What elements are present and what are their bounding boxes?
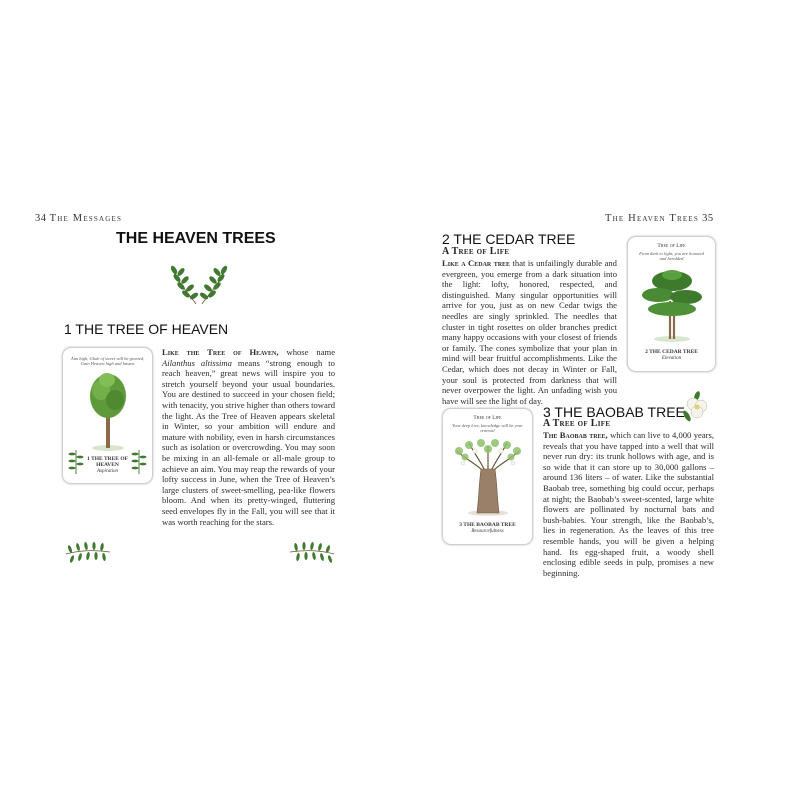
card-top-label: Tree of Life [657, 243, 686, 249]
page-number-right: 35 [702, 213, 714, 224]
laurel-ornament-icon [168, 262, 230, 306]
running-head-right [605, 213, 714, 224]
baobab-tree-illustration-icon [451, 439, 525, 517]
branch-ornament-right-icon [288, 540, 336, 564]
section-subheading-baobab: A Tree of Life [543, 418, 611, 429]
card-caption-title: 1 THE TREE OF HEAVEN [87, 456, 128, 468]
card-caption-sub: Aspiration [96, 469, 119, 474]
card-caption-sub: Resourcefulness [471, 529, 504, 534]
card-arc-text: Your deep love, knowledge will be your renewal [452, 423, 523, 433]
card-arc-text: From dark to light, you are honored and heralded [639, 251, 704, 261]
section-body-baobab-tree [543, 430, 714, 578]
lead-in: Like a Cedar tree [442, 258, 511, 268]
tree-of-heaven-illustration-icon [77, 370, 139, 452]
card-caption-title: 2 THE CEDAR TREE [645, 349, 698, 355]
card-caption [628, 349, 715, 361]
lead-in: Like the Tree of Heaven, [162, 347, 279, 357]
body-text: which can live to 4,000 years, reveals that you have tapped into a well that will never run dry: its trunk hollows with age, and is so wide that it can store up to 30,000 gallons – around 136 liters – of water. Like the substantial Baobab tree, something big could occur, perhaps at night; the Baobab’s sweet-scented, large white flowers are pollinated by nocturnal bats and bush-babies. Your strength, like the Baobab’s, lies in regeneration. As the leaves of this tree resemble hands, you will be given a helping hand. Its egg-shaped fruit, a woody shell enclosing edible seeds in pulp, promises a new beginning. [543, 430, 714, 578]
section-body-cedar-tree [442, 258, 617, 406]
section-subheading-cedar: A Tree of Life [442, 246, 510, 257]
section-heading-tree-of-heaven: 1 THE TREE OF HEAVEN [64, 321, 229, 337]
body-text-1: whose name [286, 347, 336, 357]
branch-ornament-left-icon [64, 540, 112, 564]
card-arc-text: Aim high, Glide of sweet will be greeted, Gain Heaven high and hasten [70, 356, 145, 366]
card-caption [443, 522, 532, 534]
lead-in: The Baobab tree, [543, 430, 608, 440]
section-heading-cedar-tree: 2 THE CEDAR TREE [442, 231, 576, 247]
body-text: that is unfailingly durable and evergreen, you emerge from a dark situation into the light: lofty, honored, respected, and distinguished. Many singular opportunities will arrive for you, just as on new Cedar twigs the needles are singly sprinkled. The needles that cluster in tight rosettes on older branches predict many happy occasions with your closest of friends or family. The cones symbolize that your plan in mind will bear fruitful accomplishments. Like the Cedar, which does not decay in Winter or Fall, your soul is protected from darkness that will never overpower the light. An unfading wish you have will see the light of day. [442, 258, 617, 406]
card-caption-sub: Elevation [661, 356, 682, 361]
card-tree-of-heaven [62, 347, 153, 484]
latin-name: Ailanthus altissima [162, 357, 232, 368]
running-head-left-text: The Messages [49, 213, 123, 224]
page-number-left: 34 [35, 213, 47, 224]
cedar-tree-illustration-icon [636, 267, 708, 343]
card-caption [63, 456, 152, 474]
body-text-2: means “strong enough to reach heaven,” great news will inspire you to stretch yourself beyond your usual boundaries. You are destined to succeed in your chosen field; with tenacity, you strive higher than others toward the light. As the Tree of Heaven appears skeletal in Winter, so your ambition will endure and mature with nobility, even in harsh circumstances such as isolation or overcrowding. You may soon be mixing in an all-female or all-male group to achieve an aim. You may reap the rewards of your lofty success in June, when the Tree of Heaven’s large clusters of sweet-smelling, pea-like flowers bloom. And when its pretty-winged, fluttering seed envelopes fly in the Fall, you will see that it was worth reaching for the stars. [162, 357, 335, 527]
card-caption-title: 3 THE BAOBAB TREE [459, 522, 516, 528]
card-baobab-tree [442, 408, 533, 545]
running-head-left [35, 213, 122, 224]
section-body-tree-of-heaven [162, 347, 335, 527]
running-head-right-text: The Heaven Trees [605, 213, 699, 224]
card-top-label: Tree of Life [473, 415, 502, 421]
section-heading-baobab-tree: 3 THE BAOBAB TREE [543, 404, 685, 420]
page-title: THE HEAVEN TREES [116, 230, 276, 247]
card-cedar-tree [627, 236, 716, 372]
